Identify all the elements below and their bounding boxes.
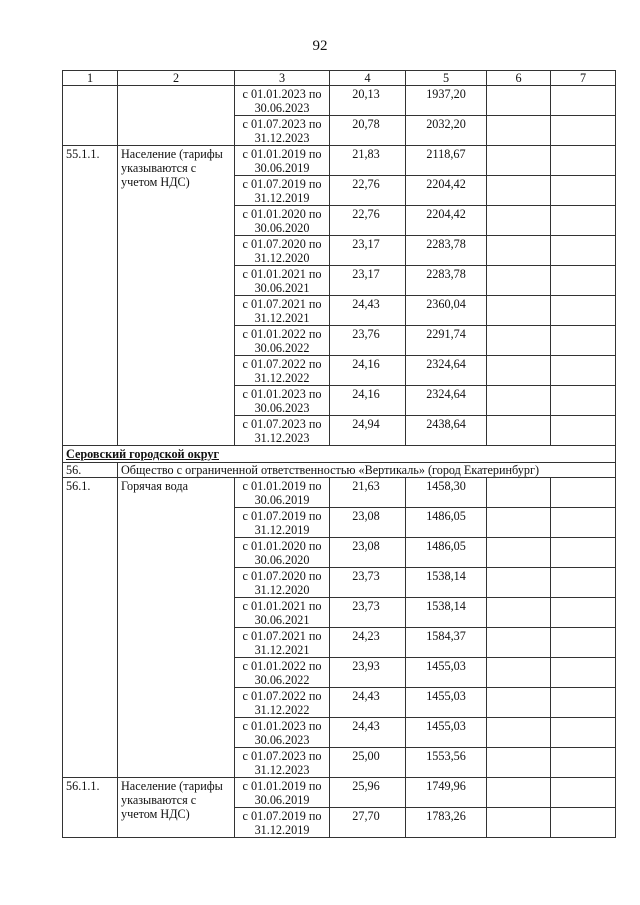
tariff-value-col4: 21,83 (330, 146, 406, 176)
consumer-category (118, 86, 235, 146)
tariff-value-col5: 2283,78 (406, 236, 487, 266)
tariff-value-col7 (551, 116, 616, 146)
cell-line: указываются с (121, 793, 197, 807)
cell-line: 31.12.2023 (254, 131, 310, 145)
validity-period (235, 146, 330, 176)
tariff-value-col7 (551, 808, 616, 838)
tariff-value-col4: 27,70 (330, 808, 406, 838)
cell-line: с 01.07.2019 по (242, 177, 322, 191)
validity-period (235, 478, 330, 508)
cell-line: 31.12.2022 (254, 371, 310, 385)
tariff-value-col7 (551, 508, 616, 538)
tariff-value-col5: 2438,64 (406, 416, 487, 446)
tariff-value-col7 (551, 778, 616, 808)
tariff-value-col5: 1538,14 (406, 568, 487, 598)
cell-line: с 01.01.2020 по (242, 207, 322, 221)
tariff-value-col4: 20,13 (330, 86, 406, 116)
cell-line: с 01.07.2023 по (242, 117, 322, 131)
tariff-row (63, 86, 616, 116)
validity-period (235, 718, 330, 748)
tariff-value-col4: 23,73 (330, 568, 406, 598)
organization-name: Общество с ограниченной ответственностью «Вертикаль» (город Екатеринбург) (118, 463, 616, 478)
tariff-value-col7 (551, 236, 616, 266)
cell-line: с 01.01.2023 по (242, 387, 322, 401)
tariff-value-col7 (551, 176, 616, 206)
cell-line: 30.06.2019 (254, 493, 310, 507)
tariff-value-col4: 24,43 (330, 688, 406, 718)
item-number: 56.1.1. (63, 778, 118, 838)
tariff-value-col6 (487, 326, 551, 356)
tariff-row (63, 778, 616, 808)
validity-period (235, 86, 330, 116)
tariff-value-col4: 25,00 (330, 748, 406, 778)
tariff-value-col5: 2118,67 (406, 146, 487, 176)
organization-row (63, 463, 616, 478)
tariff-value-col5: 2204,42 (406, 206, 487, 236)
tariff-value-col5: 1937,20 (406, 86, 487, 116)
tariff-value-col7 (551, 386, 616, 416)
validity-period (235, 116, 330, 146)
tariff-value-col5: 2204,42 (406, 176, 487, 206)
tariff-value-col6 (487, 176, 551, 206)
item-number: 55.1.1. (63, 146, 118, 446)
tariff-table-body (63, 71, 616, 838)
tariff-value-col5: 1455,03 (406, 718, 487, 748)
cell-line: 31.12.2020 (254, 251, 310, 265)
cell-line: с 01.01.2022 по (242, 659, 322, 673)
tariff-value-col6 (487, 718, 551, 748)
cell-line: с 01.01.2019 по (242, 479, 322, 493)
validity-period (235, 326, 330, 356)
tariff-value-col4: 24,16 (330, 356, 406, 386)
tariff-value-col4: 23,76 (330, 326, 406, 356)
tariff-value-col7 (551, 356, 616, 386)
tariff-value-col6 (487, 356, 551, 386)
header-cell: 2 (118, 71, 235, 86)
tariff-value-col5: 1783,26 (406, 808, 487, 838)
item-number: 56.1. (63, 478, 118, 778)
tariff-value-col4: 23,08 (330, 508, 406, 538)
tariff-value-col7 (551, 748, 616, 778)
tariff-value-col4: 22,76 (330, 206, 406, 236)
section-title: Серовский городской округ (63, 446, 616, 463)
consumer-category (118, 778, 235, 838)
tariff-value-col5: 1486,05 (406, 508, 487, 538)
tariff-value-col6 (487, 236, 551, 266)
tariff-value-col4: 23,73 (330, 598, 406, 628)
tariff-value-col7 (551, 296, 616, 326)
tariff-value-col6 (487, 628, 551, 658)
tariff-value-col7 (551, 206, 616, 236)
tariff-value-col6 (487, 808, 551, 838)
cell-line: 31.12.2021 (254, 311, 310, 325)
cell-line: учетом НДС) (121, 807, 190, 821)
tariff-value-col7 (551, 416, 616, 446)
header-cell: 6 (487, 71, 551, 86)
tariff-value-col5: 1584,37 (406, 628, 487, 658)
tariff-value-col6 (487, 146, 551, 176)
tariff-value-col4: 21,63 (330, 478, 406, 508)
tariff-value-col6 (487, 386, 551, 416)
tariff-row (63, 478, 616, 508)
validity-period (235, 416, 330, 446)
tariff-value-col4: 23,93 (330, 658, 406, 688)
tariff-value-col6 (487, 568, 551, 598)
tariff-value-col6 (487, 778, 551, 808)
tariff-value-col7 (551, 598, 616, 628)
tariff-value-col5: 1458,30 (406, 478, 487, 508)
cell-line: 31.12.2021 (254, 643, 310, 657)
validity-period (235, 508, 330, 538)
tariff-value-col7 (551, 718, 616, 748)
cell-line: 31.12.2020 (254, 583, 310, 597)
tariff-value-col7 (551, 688, 616, 718)
cell-line: Население (тарифы (121, 147, 223, 161)
cell-line: 30.06.2023 (254, 101, 310, 115)
validity-period (235, 176, 330, 206)
tariff-value-col7 (551, 266, 616, 296)
cell-line: 30.06.2021 (254, 281, 310, 295)
tariff-table (62, 70, 616, 838)
tariff-value-col4: 24,43 (330, 296, 406, 326)
validity-period (235, 778, 330, 808)
tariff-value-col4: 24,43 (330, 718, 406, 748)
tariff-value-col7 (551, 538, 616, 568)
tariff-value-col4: 23,17 (330, 236, 406, 266)
validity-period (235, 568, 330, 598)
tariff-value-col7 (551, 86, 616, 116)
tariff-value-col5: 1538,14 (406, 598, 487, 628)
tariff-value-col4: 24,23 (330, 628, 406, 658)
cell-line: с 01.07.2023 по (242, 749, 322, 763)
cell-line: с 01.07.2019 по (242, 509, 322, 523)
cell-line: с 01.07.2022 по (242, 357, 322, 371)
cell-line: 30.06.2019 (254, 161, 310, 175)
tariff-row (63, 146, 616, 176)
tariff-value-col6 (487, 266, 551, 296)
header-cell: 1 (63, 71, 118, 86)
validity-period (235, 296, 330, 326)
cell-line: с 01.07.2019 по (242, 809, 322, 823)
cell-line: с 01.01.2021 по (242, 599, 322, 613)
tariff-value-col6 (487, 116, 551, 146)
column-number-header (63, 71, 616, 86)
cell-line: с 01.07.2023 по (242, 417, 322, 431)
tariff-value-col4: 25,96 (330, 778, 406, 808)
cell-line: 31.12.2023 (254, 431, 310, 445)
cell-line: 30.06.2023 (254, 401, 310, 415)
cell-line: с 01.07.2021 по (242, 297, 322, 311)
consumer-category (118, 478, 235, 778)
cell-line: с 01.07.2020 по (242, 569, 322, 583)
cell-line: 30.06.2019 (254, 793, 310, 807)
cell-line: Население (тарифы (121, 779, 223, 793)
cell-line: с 01.07.2021 по (242, 629, 322, 643)
item-number (63, 86, 118, 146)
tariff-value-col6 (487, 748, 551, 778)
header-cell: 4 (330, 71, 406, 86)
cell-line: указываются с (121, 161, 197, 175)
tariff-value-col6 (487, 538, 551, 568)
cell-line: 30.06.2020 (254, 221, 310, 235)
cell-line: с 01.01.2022 по (242, 327, 322, 341)
validity-period (235, 628, 330, 658)
organization-number: 56. (63, 463, 118, 478)
tariff-value-col5: 1455,03 (406, 688, 487, 718)
tariff-value-col4: 23,17 (330, 266, 406, 296)
tariff-value-col5: 1455,03 (406, 658, 487, 688)
tariff-value-col6 (487, 658, 551, 688)
tariff-value-col5: 2283,78 (406, 266, 487, 296)
tariff-value-col4: 24,16 (330, 386, 406, 416)
validity-period (235, 236, 330, 266)
cell-line: учетом НДС) (121, 175, 190, 189)
cell-line: 30.06.2020 (254, 553, 310, 567)
tariff-value-col6 (487, 86, 551, 116)
cell-line: 30.06.2022 (254, 341, 310, 355)
cell-line: 30.06.2022 (254, 673, 310, 687)
validity-period (235, 266, 330, 296)
tariff-value-col5: 2291,74 (406, 326, 487, 356)
validity-period (235, 356, 330, 386)
validity-period (235, 748, 330, 778)
cell-line: с 01.01.2023 по (242, 719, 322, 733)
tariff-value-col7 (551, 628, 616, 658)
validity-period (235, 386, 330, 416)
consumer-category (118, 146, 235, 446)
tariff-value-col5: 2324,64 (406, 386, 487, 416)
tariff-value-col4: 22,76 (330, 176, 406, 206)
header-cell: 3 (235, 71, 330, 86)
cell-line: 30.06.2021 (254, 613, 310, 627)
tariff-value-col7 (551, 478, 616, 508)
cell-line: 31.12.2019 (254, 823, 310, 837)
header-cell: 7 (551, 71, 616, 86)
tariff-value-col5: 2032,20 (406, 116, 487, 146)
validity-period (235, 658, 330, 688)
cell-line: с 01.01.2021 по (242, 267, 322, 281)
tariff-value-col4: 23,08 (330, 538, 406, 568)
validity-period (235, 598, 330, 628)
cell-line: с 01.01.2023 по (242, 87, 322, 101)
validity-period (235, 688, 330, 718)
tariff-value-col6 (487, 296, 551, 326)
cell-line: с 01.07.2022 по (242, 689, 322, 703)
tariff-value-col6 (487, 478, 551, 508)
tariff-value-col6 (487, 598, 551, 628)
cell-line: 31.12.2019 (254, 191, 310, 205)
cell-line: с 01.07.2020 по (242, 237, 322, 251)
tariff-value-col5: 1749,96 (406, 778, 487, 808)
cell-line: 31.12.2019 (254, 523, 310, 537)
page-number: 92 (312, 38, 328, 54)
tariff-value-col4: 20,78 (330, 116, 406, 146)
tariff-value-col7 (551, 326, 616, 356)
tariff-value-col6 (487, 688, 551, 718)
tariff-value-col5: 1486,05 (406, 538, 487, 568)
header-cell: 5 (406, 71, 487, 86)
validity-period (235, 206, 330, 236)
cell-line: 30.06.2023 (254, 733, 310, 747)
tariff-value-col6 (487, 508, 551, 538)
cell-line: с 01.01.2020 по (242, 539, 322, 553)
cell-line: 31.12.2022 (254, 703, 310, 717)
tariff-value-col5: 2360,04 (406, 296, 487, 326)
tariff-value-col7 (551, 568, 616, 598)
validity-period (235, 808, 330, 838)
tariff-value-col5: 1553,56 (406, 748, 487, 778)
cell-line: с 01.01.2019 по (242, 779, 322, 793)
validity-period (235, 538, 330, 568)
tariff-value-col7 (551, 146, 616, 176)
tariff-value-col6 (487, 206, 551, 236)
cell-line: с 01.01.2019 по (242, 147, 322, 161)
cell-line: Горячая вода (121, 479, 188, 493)
tariff-value-col5: 2324,64 (406, 356, 487, 386)
tariff-value-col7 (551, 658, 616, 688)
tariff-value-col6 (487, 416, 551, 446)
section-row (63, 446, 616, 463)
tariff-value-col4: 24,94 (330, 416, 406, 446)
cell-line: 31.12.2023 (254, 763, 310, 777)
